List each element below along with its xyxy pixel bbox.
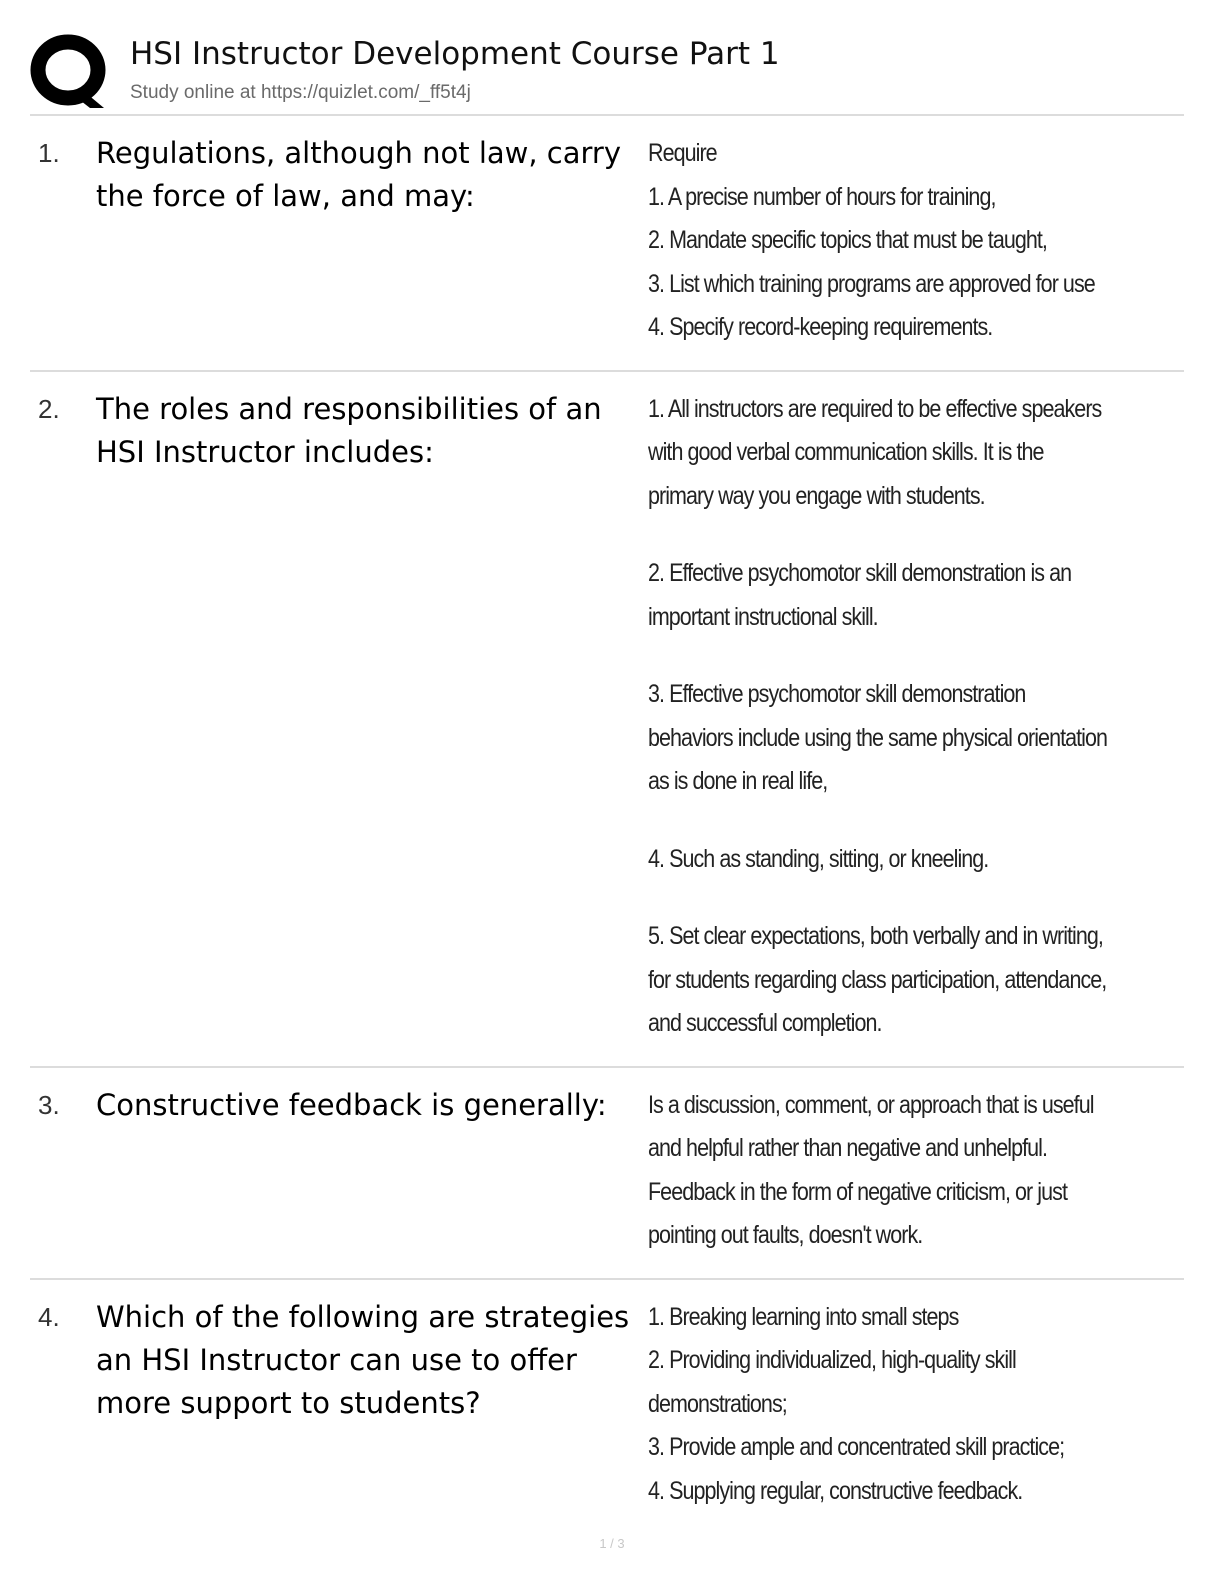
- definition-paragraph: 2. Effective psychomotor skill demonstration is an important instructional skill.: [648, 559, 1072, 631]
- definition-line: 4. Supplying regular, constructive feedback.: [648, 1476, 1023, 1505]
- card-definition: [648, 1084, 1109, 1258]
- definition-line: 3. Provide ample and concentrated skill practice;: [648, 1433, 1065, 1461]
- card-number: 1.: [38, 138, 60, 168]
- flashcard: [30, 1068, 1184, 1280]
- definition-line: 2. Providing individualized, high-quality skill demonstrations;: [648, 1346, 1016, 1418]
- card-definition: [648, 388, 1109, 1046]
- definition-line: 3. List which training programs are approved for use: [648, 269, 1095, 298]
- card-term: Constructive feedback is generally:: [96, 1087, 607, 1122]
- definition-paragraph: 3. Effective psychomotor skill demonstration behaviors include using the same physical orientation as is done in real life,: [648, 680, 1107, 795]
- card-number: 4.: [38, 1301, 60, 1332]
- flashcard: [30, 372, 1184, 1068]
- quizlet-logo-icon: [30, 32, 110, 112]
- card-number: 2.: [38, 393, 60, 424]
- flashcard: [30, 1280, 1184, 1534]
- study-online-link[interactable]: Study online at https://quizlet.com/_ff5t4j: [130, 82, 471, 103]
- definition-line: 1. A precise number of hours for training,: [648, 182, 996, 211]
- card-definition: [648, 1296, 1109, 1514]
- card-term: Regulations, although not law, carry the force of law, and may:: [96, 136, 622, 213]
- definition-line: 4. Specify record-keeping requirements.: [648, 313, 993, 341]
- definition-paragraph: 4. Such as standing, sitting, or kneeling.: [648, 844, 989, 873]
- flashcard: [30, 116, 1184, 372]
- card-number: 3.: [38, 1089, 60, 1120]
- definition-paragraph: Is a discussion, comment, or approach that is useful and helpful rather than negative and unhelpful. Feedback in the form of negative criticism, or just pointing out faults, doesn't work.: [648, 1090, 1094, 1249]
- definition-paragraph: 5. Set clear expectations, both verbally and in writing, for students regarding class participation, attendance, and successful completion.: [648, 922, 1107, 1037]
- card-term: The roles and responsibilities of an HSI Instructor includes:: [96, 391, 602, 469]
- page-title: HSI Instructor Development Course Part 1: [130, 36, 780, 72]
- definition-paragraph: 1. All instructors are required to be effective speakers with good verbal communication skills. It is the primary way you engage with students.: [648, 394, 1102, 510]
- card-definition: [648, 132, 1109, 350]
- flashcard-list: [30, 116, 1184, 1533]
- page-header: [30, 30, 1184, 116]
- definition-line: 2. Mandate specific topics that must be taught,: [648, 226, 1047, 254]
- definition-line: Require: [648, 139, 717, 167]
- card-term: Which of the following are strategies an HSI Instructor can use to offer more support to students?: [96, 1299, 630, 1420]
- definition-line: 1. Breaking learning into small steps: [648, 1302, 959, 1331]
- page-number: 1 / 3: [599, 1536, 625, 1551]
